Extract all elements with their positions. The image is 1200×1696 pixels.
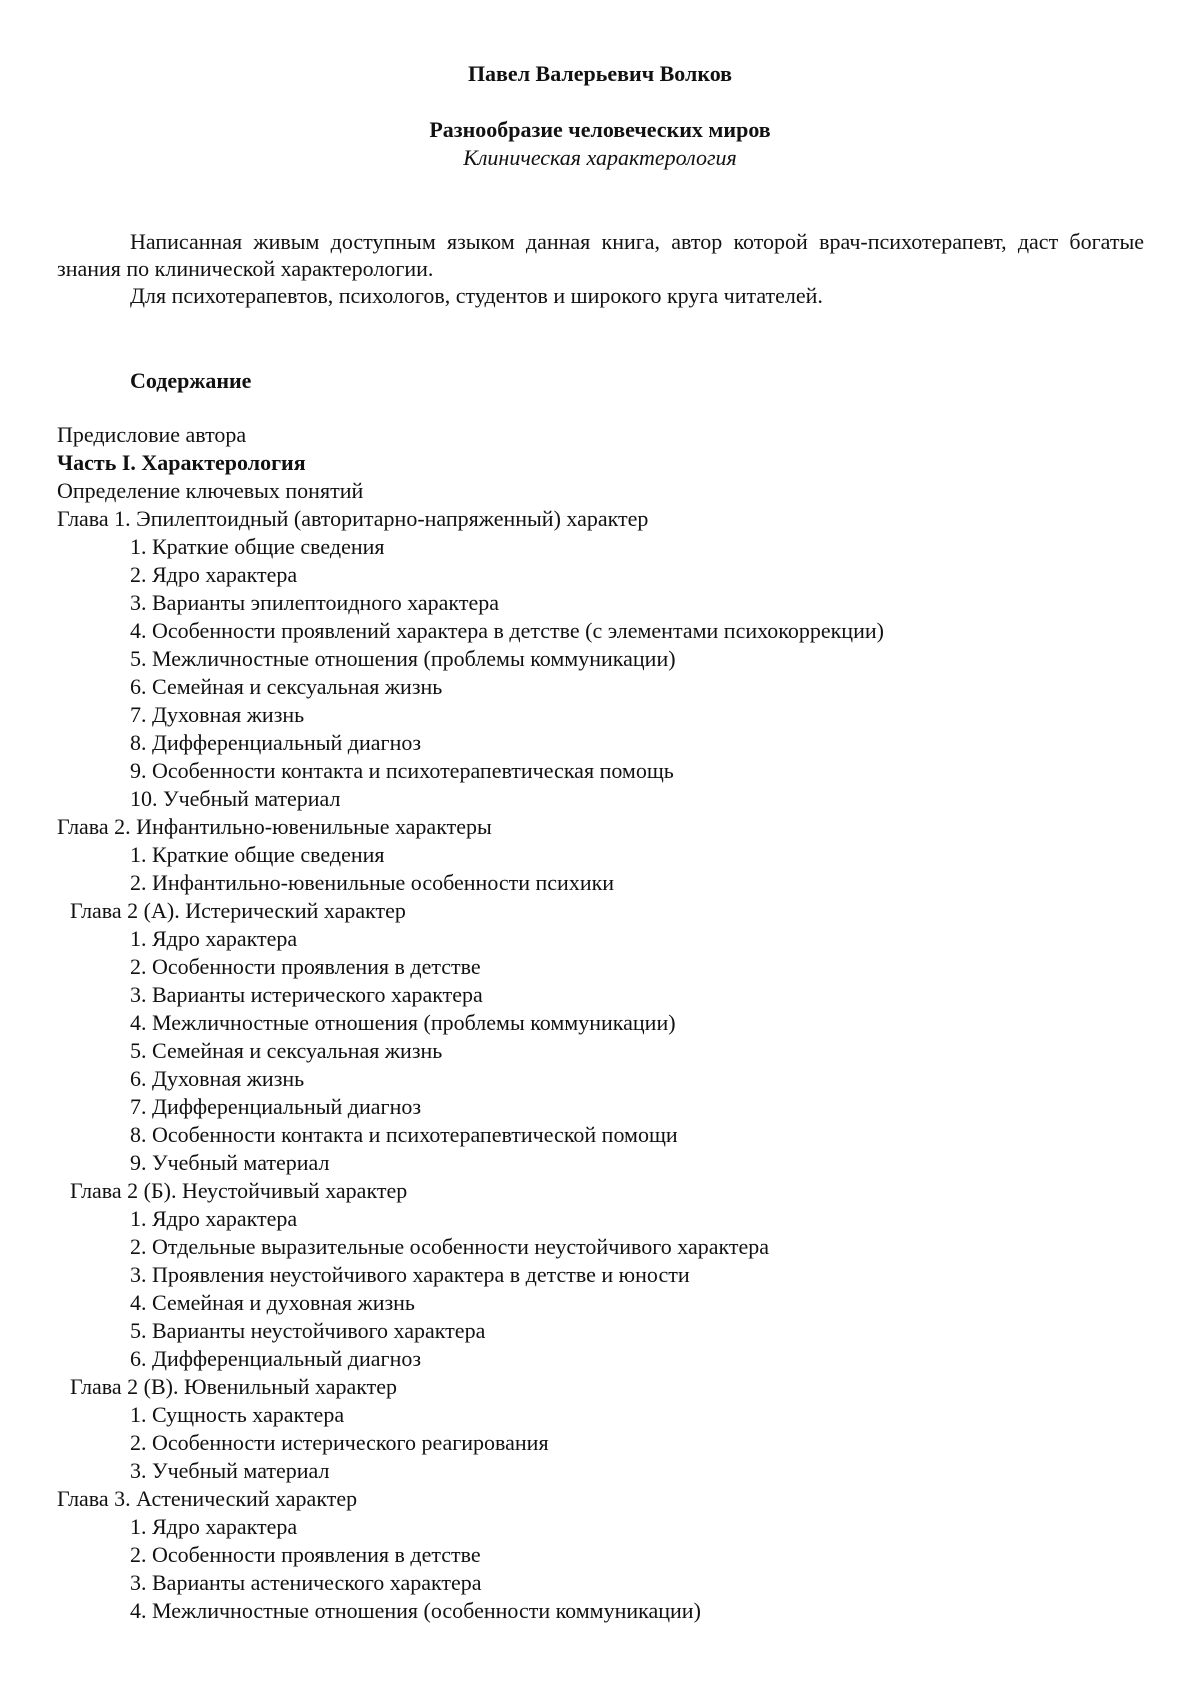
toc-section: Определение ключевых понятий xyxy=(57,478,364,503)
toc-item: 8. Дифференциальный диагноз xyxy=(130,730,422,755)
toc-chapter: Глава 2 (В). Ювенильный характер xyxy=(70,1374,398,1399)
toc-item: 2. Особенности истерического реагирования xyxy=(130,1430,549,1455)
toc-item: 7. Духовная жизнь xyxy=(130,702,305,727)
toc-chapter: Глава 2 (Б). Неустойчивый характер xyxy=(70,1178,408,1203)
toc-chapter: Глава 1. Эпилептоидный (авторитарно-напряженный) характер xyxy=(57,506,649,531)
toc-item: 3. Проявления неустойчивого характера в детстве и юности xyxy=(130,1262,690,1287)
toc-item: 2. Особенности проявления в детстве xyxy=(130,954,481,979)
toc-item: 4. Межличностные отношения (особенности коммуникации) xyxy=(130,1598,701,1623)
toc-chapter: Глава 2 (А). Истерический характер xyxy=(70,898,406,923)
toc-item: 7. Дифференциальный диагноз xyxy=(130,1094,422,1119)
toc-item: 6. Духовная жизнь xyxy=(130,1066,305,1091)
toc-item: 2. Особенности проявления в детстве xyxy=(130,1542,481,1567)
toc-part-heading: Часть I. Характерология xyxy=(57,450,306,475)
toc-item: 1. Краткие общие сведения xyxy=(130,534,385,559)
toc-item: 1. Сущность характера xyxy=(130,1402,345,1427)
toc-item: 1. Ядро характера xyxy=(130,926,298,951)
toc-item: 6. Дифференциальный диагноз xyxy=(130,1346,422,1371)
author-name: Павел Валерьевич Волков xyxy=(467,61,733,86)
toc-item: 6. Семейная и сексуальная жизнь xyxy=(130,674,443,699)
annotation-paragraph: Написанная живым доступным языком данная книга, автор которой врач-психотерапевт, даст богатые знания по клинической характерологии. xyxy=(57,229,1144,281)
book-title: Разнообразие человеческих миров xyxy=(429,117,771,142)
toc-item: 9. Особенности контакта и психотерапевтическая помощь xyxy=(130,758,674,783)
toc-item: 3. Варианты эпилептоидного характера xyxy=(130,590,499,615)
toc-item: 4. Семейная и духовная жизнь xyxy=(130,1290,415,1315)
toc-item: 5. Семейная и сексуальная жизнь xyxy=(130,1038,443,1063)
book-subtitle: Клиническая характерология xyxy=(463,145,737,170)
toc-item: 8. Особенности контакта и психотерапевтической помощи xyxy=(130,1122,678,1147)
toc-item: 3. Учебный материал xyxy=(130,1458,330,1483)
table-of-contents xyxy=(57,421,1157,1625)
toc-item: 3. Варианты астенического характера xyxy=(130,1570,482,1595)
toc-chapter: Глава 2. Инфантильно-ювенильные характеры xyxy=(57,814,492,839)
toc-item: 4. Межличностные отношения (проблемы коммуникации) xyxy=(130,1010,676,1035)
toc-item: 1. Ядро характера xyxy=(130,1514,298,1539)
toc-item: 1. Ядро характера xyxy=(130,1206,298,1231)
toc-item: 10. Учебный материал xyxy=(130,786,341,811)
toc-item: 4. Особенности проявлений характера в детстве (с элементами психокоррекции) xyxy=(130,618,884,643)
toc-preface: Предисловие автора xyxy=(57,422,247,447)
toc-item: 5. Межличностные отношения (проблемы коммуникации) xyxy=(130,646,676,671)
toc-item: 5. Варианты неустойчивого характера xyxy=(130,1318,486,1343)
toc-item: 2. Инфантильно-ювенильные особенности психики xyxy=(130,870,615,895)
toc-chapter: Глава 3. Астенический характер xyxy=(57,1486,358,1511)
toc-item: 2. Отдельные выразительные особенности неустойчивого характера xyxy=(130,1234,770,1259)
book-annotation xyxy=(57,228,1144,309)
toc-item: 2. Ядро характера xyxy=(130,562,298,587)
toc-item: 3. Варианты истерического характера xyxy=(130,982,483,1007)
toc-item: 9. Учебный материал xyxy=(130,1150,330,1175)
annotation-paragraph: Для психотерапевтов, психологов, студентов и широкого круга читателей. xyxy=(130,283,823,308)
toc-item: 1. Краткие общие сведения xyxy=(130,842,385,867)
contents-heading: Содержание xyxy=(130,368,252,393)
